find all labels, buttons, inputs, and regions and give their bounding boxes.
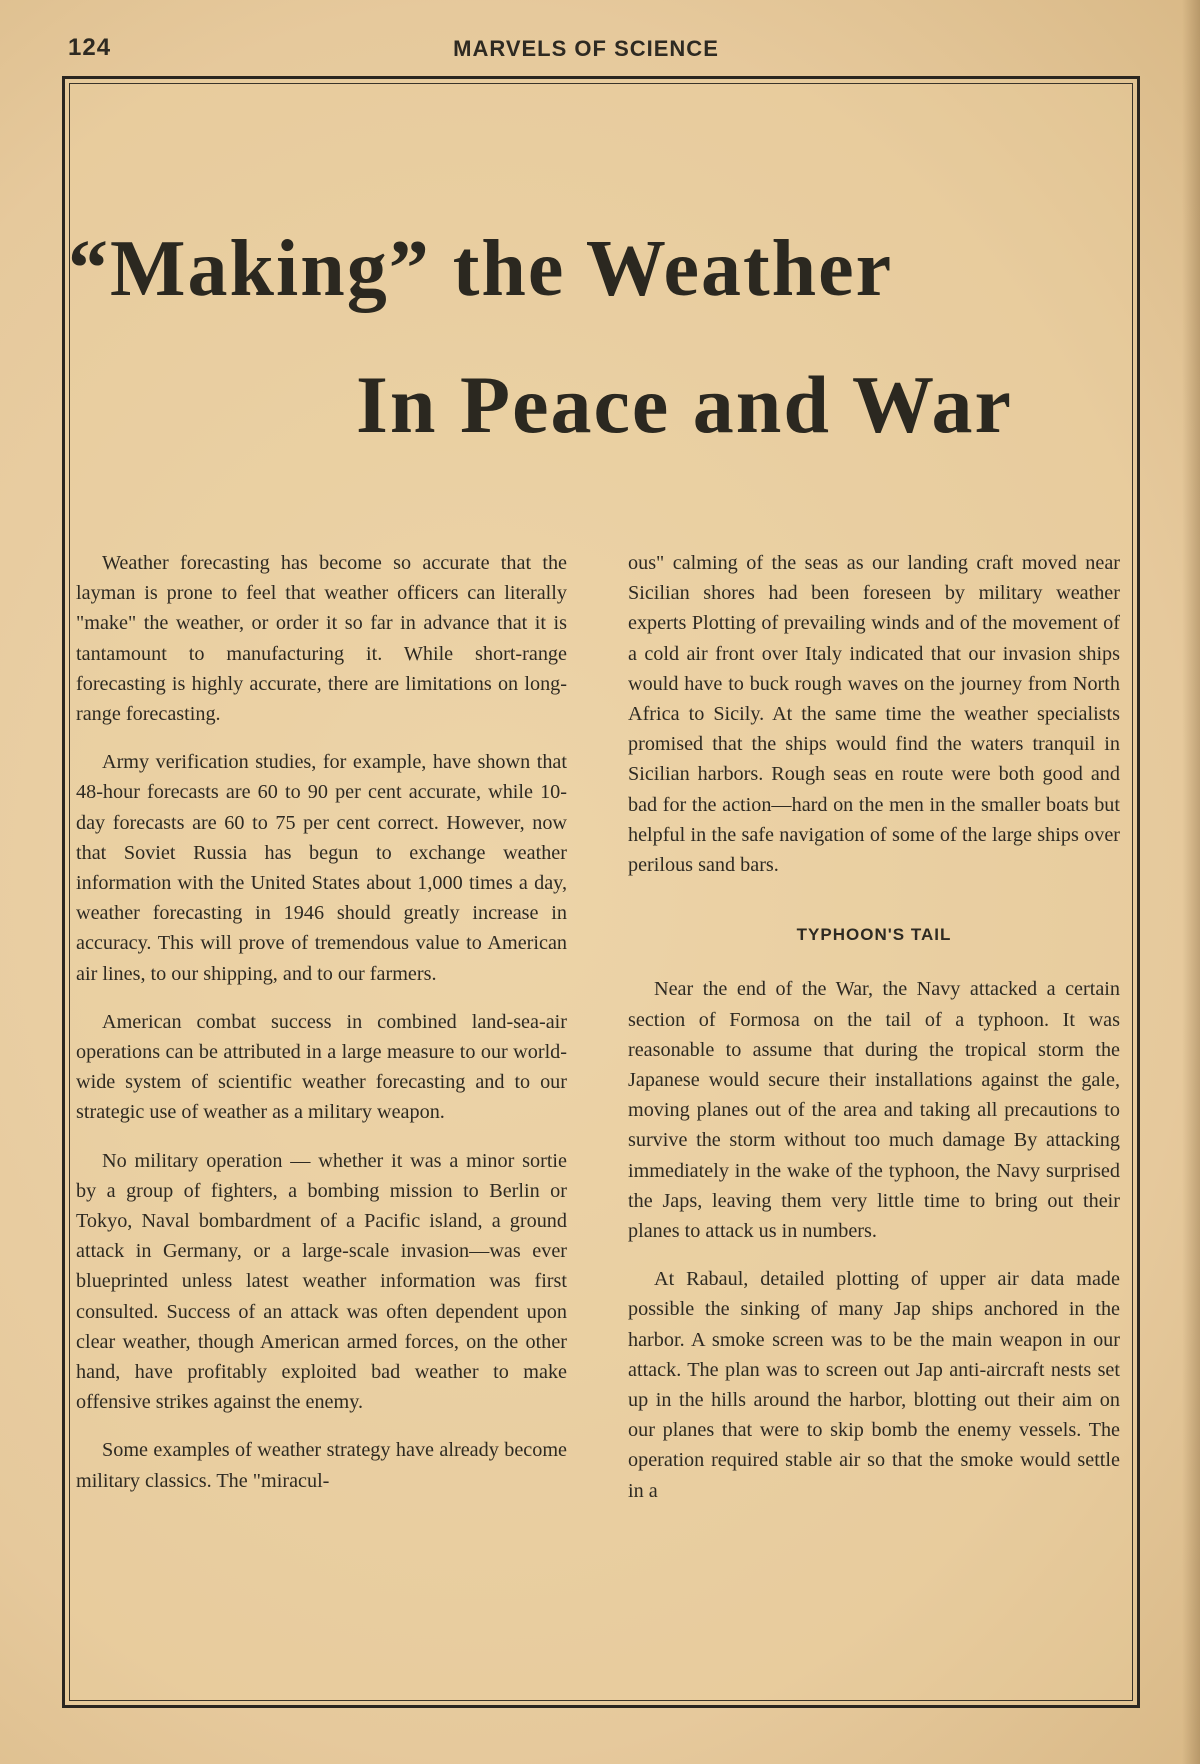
paragraph: Near the end of the War, the Navy attacked a certain section of Formosa on the tail of a typhoon. It was reasonable to assume that during the tropical storm the Japanese would secure their installations against the gale, moving planes out of the area and taking all precautions to survive the storm without too much damage By attacking immediately in the wake of the typhoon, the Navy surprised the Japs, leaving them very little time to bring out their planes to attack us in numbers. xyxy=(628,978,1120,1243)
article-title-line-1: “Making” the Weather xyxy=(68,225,894,313)
paragraph: At Rabaul, detailed plotting of upper air data made possible the sinking of many Jap ships anchored in the harbor. A smoke screen was to be the main weapon in our attack. The plan was to screen out Jap anti-aircraft nests set up in the hills around the harbor, blotting out their aim on our planes that were to skip bomb the enemy vessels. The operation required stable air so that the smoke would settle in a xyxy=(628,1268,1120,1502)
page-number: 124 xyxy=(68,34,112,61)
paragraph: No military operation — whether it was a minor sortie by a group of fighters, a bombing mission to Berlin or Tokyo, Naval bombardment of a Pacific island, a ground attack in Germany, or a large-scale invasion—was ever blueprinted unless latest weather information was first consulted. Success of an attack was often dependent upon clear weather, though American armed forces, on the other hand, have profitably exploited bad weather to make offensive strikes against the enemy. xyxy=(76,1149,567,1414)
paragraph-continued: ous" calming of the seas as our landing craft moved near Sicilian shores had been foreseen by military weather experts Plotting of prevailing winds and of the movement of a cold air front over Italy indicated that our invasion ships would have to buck rough waves on the journey from North Africa to Sicily. At the same time the weather specialists promised that the ships would find the waters tranquil in Sicilian harbors. Rough seas en route were both good and bad for the action—hard on the men in the smaller boats but helpful in the safe navigation of some of the large ships over perilous sand bars. xyxy=(628,552,1120,877)
paragraph: Weather forecasting has become so accurate that the layman is prone to feel that weather officers can literally "make" the weather, or order it so far in advance that it is tantamount to manufacturing it. While short-range forecasting is highly accurate, there are limitations on long-range forecasting. xyxy=(76,552,567,726)
section-subhead: TYPHOON'S TAIL xyxy=(796,925,952,945)
running-head: MARVELS OF SCIENCE xyxy=(453,36,719,61)
paragraph: Some examples of weather strategy have already become military classics. The "miracul- xyxy=(76,1439,567,1492)
paragraph: American combat success in combined land-sea-air operations can be attributed in a large measure to our world-wide system of scientific weather forecasting and to our strategic use of weather as a military weapon. xyxy=(76,1010,567,1124)
right-column xyxy=(628,548,1120,1524)
left-column xyxy=(76,548,567,1514)
article-title-line-2: In Peace and War xyxy=(356,359,1013,450)
paragraph: Army verification studies, for example, have shown that 48-hour forecasts are 60 to 90 per cent accurate, while 10-day forecasts are 60 to 75 per cent correct. However, now that Soviet Russia has begun to exchange weather information with the United States about 1,000 times a day, weather forecasting in 1946 should greatly increase in accuracy. This will prove of tremendous value to American air lines, to our shipping, and to our farmers. xyxy=(76,751,567,985)
page-edge-shadow xyxy=(1182,0,1200,1764)
